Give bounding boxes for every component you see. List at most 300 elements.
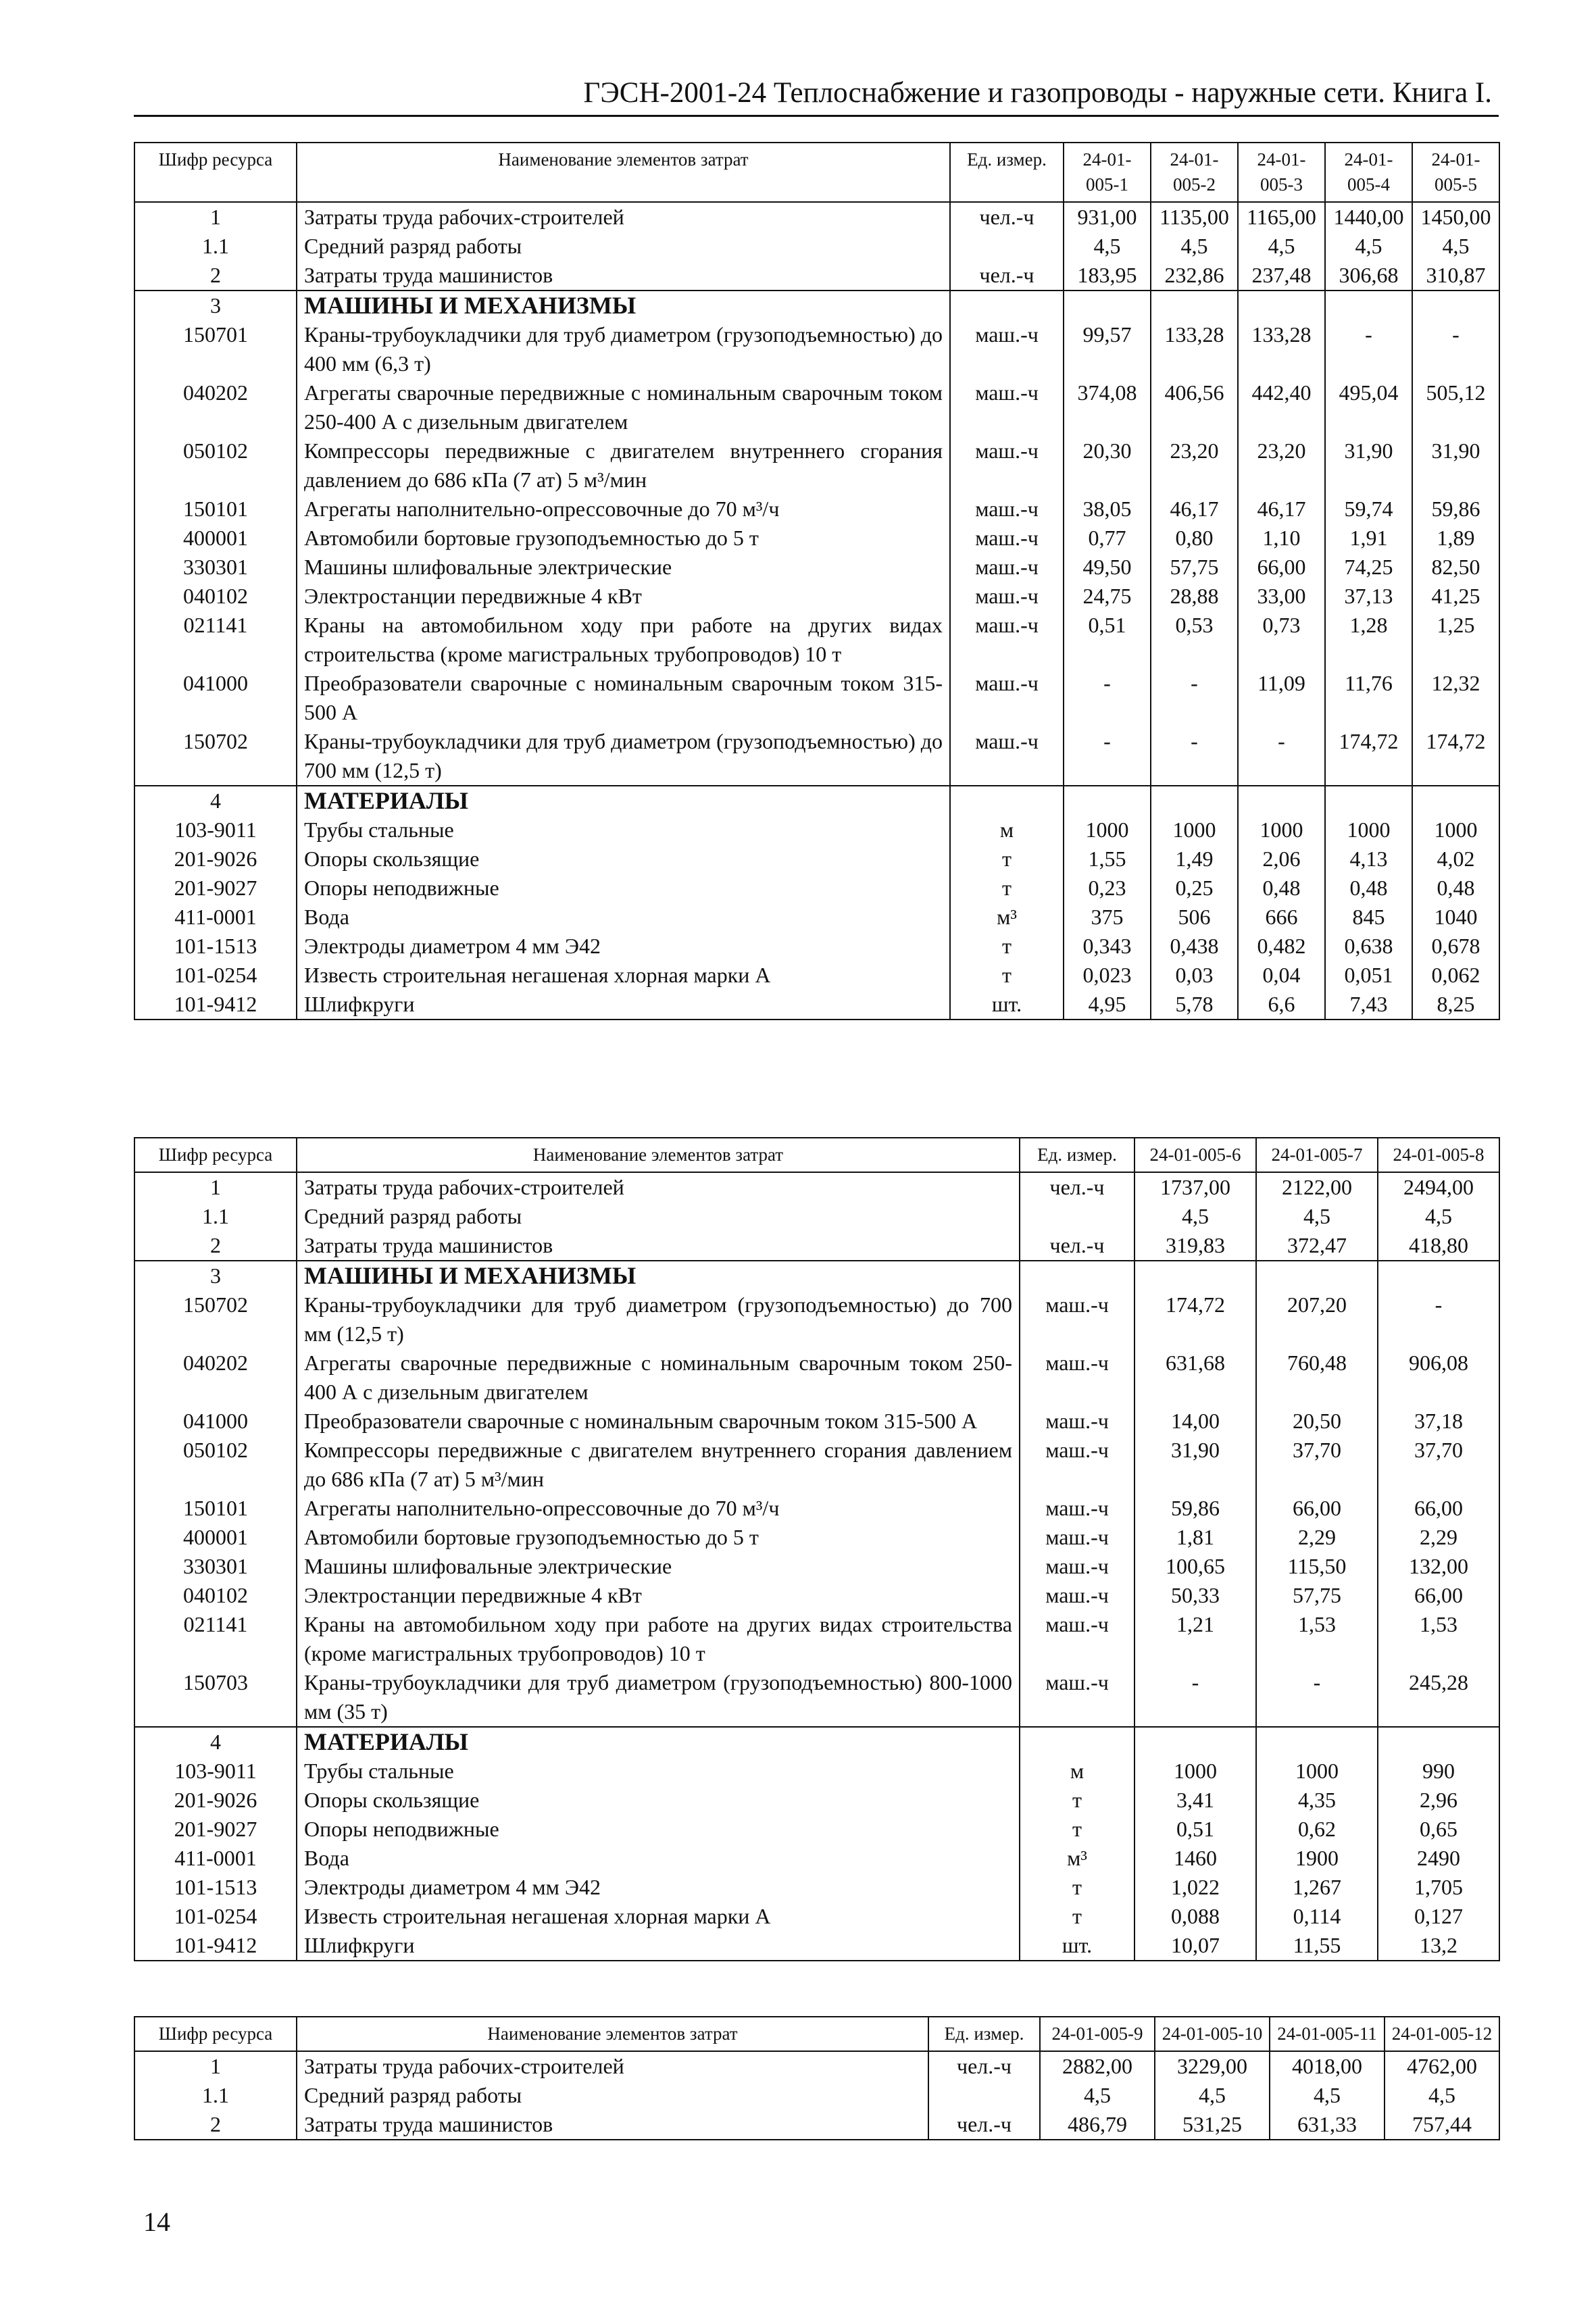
norm-value: 4,5 bbox=[1151, 232, 1238, 261]
table-row bbox=[134, 202, 1499, 232]
header-column-code: 24-01-005-6 bbox=[1134, 1138, 1256, 1172]
header-title: ГЭСН-2001-24 Теплоснабжение и газопроводы - наружные сети. Книга I. bbox=[583, 77, 1492, 109]
norm-value: 1000 bbox=[1238, 815, 1325, 845]
norm-value: 3,41 bbox=[1134, 1786, 1256, 1815]
norm-value: 132,00 bbox=[1378, 1552, 1499, 1581]
resource-code: 4 bbox=[134, 786, 297, 815]
cost-element-name: Машины шлифовальные электрические bbox=[297, 1552, 1020, 1581]
table-row bbox=[134, 1349, 1499, 1407]
cost-element-name: Трубы стальные bbox=[297, 815, 950, 845]
norm-value: 4,5 bbox=[1134, 1202, 1256, 1231]
header-column-code: 24-01-005-12 bbox=[1385, 2017, 1499, 2051]
cost-element-name: Средний разряд работы bbox=[297, 232, 950, 261]
norm-value: 37,70 bbox=[1256, 1436, 1378, 1494]
resource-code: 2 bbox=[134, 2110, 297, 2140]
norm-value: 1,267 bbox=[1256, 1873, 1378, 1902]
table-row bbox=[134, 495, 1499, 524]
norm-value bbox=[1151, 291, 1238, 320]
table-row bbox=[134, 727, 1499, 786]
norm-value: 4,5 bbox=[1256, 1202, 1378, 1231]
norm-value: 2,29 bbox=[1378, 1523, 1499, 1552]
norm-value: - bbox=[1151, 669, 1238, 727]
norm-value bbox=[1325, 786, 1412, 815]
cost-element-name: Краны на автомобильном ходу при работе на других видах строительства (кроме магистральных трубопроводов) 10 т bbox=[297, 1610, 1020, 1668]
table-row bbox=[134, 2051, 1499, 2081]
table-row bbox=[134, 874, 1499, 903]
unit-of-measure: маш.-ч bbox=[1020, 1494, 1134, 1523]
table-row bbox=[134, 1261, 1499, 1290]
cost-element-name: Опоры неподвижные bbox=[297, 1815, 1020, 1844]
unit-of-measure bbox=[950, 232, 1064, 261]
norm-value: 1,53 bbox=[1378, 1610, 1499, 1668]
norm-value: 0,088 bbox=[1134, 1902, 1256, 1931]
norm-value: 0,482 bbox=[1238, 932, 1325, 961]
norm-value: 10,07 bbox=[1134, 1931, 1256, 1961]
resource-code: 1.1 bbox=[134, 1202, 297, 1231]
norm-value: 57,75 bbox=[1151, 553, 1238, 582]
unit-of-measure bbox=[950, 291, 1064, 320]
norm-value: 4,35 bbox=[1256, 1786, 1378, 1815]
norm-value: 1,53 bbox=[1256, 1610, 1378, 1668]
cost-element-name: Вода bbox=[297, 1844, 1020, 1873]
unit-of-measure: маш.-ч bbox=[950, 553, 1064, 582]
norm-value: 1000 bbox=[1064, 815, 1151, 845]
norm-value: 66,00 bbox=[1256, 1494, 1378, 1523]
norm-value: 11,76 bbox=[1325, 669, 1412, 727]
norm-value: 0,51 bbox=[1134, 1815, 1256, 1844]
unit-of-measure: маш.-ч bbox=[950, 495, 1064, 524]
norm-value bbox=[1325, 291, 1412, 320]
norm-value: 133,28 bbox=[1151, 320, 1238, 378]
table-header-row bbox=[134, 143, 1499, 202]
norm-value: 0,77 bbox=[1064, 524, 1151, 553]
norm-value: 1000 bbox=[1134, 1757, 1256, 1786]
norm-value bbox=[1256, 1727, 1378, 1757]
cost-element-name: Затраты труда рабочих-строителей bbox=[297, 2051, 928, 2081]
norm-value: 3229,00 bbox=[1155, 2051, 1270, 2081]
header-column-code: 24-01-005-9 bbox=[1040, 2017, 1155, 2051]
norm-value: 990 bbox=[1378, 1757, 1499, 1786]
cost-element-name: Средний разряд работы bbox=[297, 1202, 1020, 1231]
norm-value: 2122,00 bbox=[1256, 1172, 1378, 1202]
cost-element-name: Преобразователи сварочные с номинальным сварочным током 315-500 А bbox=[297, 1407, 1020, 1436]
unit-of-measure: чел.-ч bbox=[928, 2110, 1040, 2140]
table-row bbox=[134, 1786, 1499, 1815]
norm-value: 66,00 bbox=[1238, 553, 1325, 582]
norm-value: 41,25 bbox=[1412, 582, 1499, 611]
norm-value: 1737,00 bbox=[1134, 1172, 1256, 1202]
table-row bbox=[134, 261, 1499, 291]
header-code: Шифр ресурса bbox=[134, 2017, 297, 2051]
cost-element-name: Краны-трубоукладчики для труб диаметром (грузоподъемностью) до 700 мм (12,5 т) bbox=[297, 727, 950, 786]
unit-of-measure: т bbox=[950, 961, 1064, 990]
unit-of-measure bbox=[950, 786, 1064, 815]
norm-value: 374,08 bbox=[1064, 378, 1151, 436]
header-column-code: 24-01-005-5 bbox=[1412, 143, 1499, 202]
cost-element-name: Машины шлифовальные электрические bbox=[297, 553, 950, 582]
norm-value: 1,89 bbox=[1412, 524, 1499, 553]
table-row bbox=[134, 961, 1499, 990]
resource-code: 201-9026 bbox=[134, 845, 297, 874]
norm-value: 0,23 bbox=[1064, 874, 1151, 903]
norm-value: 495,04 bbox=[1325, 378, 1412, 436]
unit-of-measure bbox=[1020, 1727, 1134, 1757]
norm-value: 1,91 bbox=[1325, 524, 1412, 553]
norm-value: 33,00 bbox=[1238, 582, 1325, 611]
resource-code: 101-1513 bbox=[134, 1873, 297, 1902]
norm-value: - bbox=[1378, 1290, 1499, 1349]
resource-code: 150702 bbox=[134, 1290, 297, 1349]
table-row bbox=[134, 786, 1499, 815]
cost-element-name: Вода bbox=[297, 903, 950, 932]
header-column-code: 24-01-005-1 bbox=[1064, 143, 1151, 202]
cost-table-3 bbox=[134, 2016, 1500, 2140]
resource-code: 150702 bbox=[134, 727, 297, 786]
norm-value: 4,5 bbox=[1325, 232, 1412, 261]
cost-element-name: Агрегаты сварочные передвижные с номинальным сварочным током 250-400 А с дизельным двигателем bbox=[297, 378, 950, 436]
norm-value: 2494,00 bbox=[1378, 1172, 1499, 1202]
norm-value: 0,127 bbox=[1378, 1902, 1499, 1931]
table-row bbox=[134, 320, 1499, 378]
unit-of-measure: чел.-ч bbox=[950, 261, 1064, 291]
resource-code: 1.1 bbox=[134, 232, 297, 261]
header-column-code: 24-01-005-10 bbox=[1155, 2017, 1270, 2051]
unit-of-measure: м³ bbox=[1020, 1844, 1134, 1873]
resource-code: 150101 bbox=[134, 495, 297, 524]
table-row bbox=[134, 611, 1499, 669]
resource-code: 050102 bbox=[134, 436, 297, 495]
norm-value: 12,32 bbox=[1412, 669, 1499, 727]
cost-element-name: Известь строительная негашеная хлорная марки А bbox=[297, 961, 950, 990]
norm-value: 59,74 bbox=[1325, 495, 1412, 524]
table-header-row bbox=[134, 1138, 1499, 1172]
cost-element-name: Известь строительная негашеная хлорная марки А bbox=[297, 1902, 1020, 1931]
norm-value bbox=[1378, 1261, 1499, 1290]
norm-value: 1000 bbox=[1325, 815, 1412, 845]
cost-element-name: Шлифкруги bbox=[297, 990, 950, 1020]
norm-value: 1135,00 bbox=[1151, 202, 1238, 232]
unit-of-measure: шт. bbox=[950, 990, 1064, 1020]
resource-code: 101-9412 bbox=[134, 990, 297, 1020]
cost-element-name: Затраты труда машинистов bbox=[297, 261, 950, 291]
table-row bbox=[134, 990, 1499, 1020]
table-row bbox=[134, 1757, 1499, 1786]
unit-of-measure: маш.-ч bbox=[1020, 1552, 1134, 1581]
norm-value: 133,28 bbox=[1238, 320, 1325, 378]
resource-code: 4 bbox=[134, 1727, 297, 1757]
table-header-row bbox=[134, 2017, 1499, 2051]
norm-value: 0,04 bbox=[1238, 961, 1325, 990]
unit-of-measure: м³ bbox=[950, 903, 1064, 932]
resource-code: 040102 bbox=[134, 1581, 297, 1610]
resource-code: 201-9027 bbox=[134, 874, 297, 903]
unit-of-measure: чел.-ч bbox=[950, 202, 1064, 232]
norm-value: 11,09 bbox=[1238, 669, 1325, 727]
norm-value bbox=[1412, 786, 1499, 815]
unit-of-measure: маш.-ч bbox=[1020, 1349, 1134, 1407]
norm-value: 1,21 bbox=[1134, 1610, 1256, 1668]
unit-of-measure bbox=[928, 2081, 1040, 2110]
norm-value: 37,70 bbox=[1378, 1436, 1499, 1494]
norm-value: 505,12 bbox=[1412, 378, 1499, 436]
norm-value: 237,48 bbox=[1238, 261, 1325, 291]
unit-of-measure: маш.-ч bbox=[950, 320, 1064, 378]
resource-code: 101-9412 bbox=[134, 1931, 297, 1961]
norm-value: 1460 bbox=[1134, 1844, 1256, 1873]
norm-value: 232,86 bbox=[1151, 261, 1238, 291]
header-code: Шифр ресурса bbox=[134, 143, 297, 202]
norm-value: 0,65 bbox=[1378, 1815, 1499, 1844]
table-row bbox=[134, 1494, 1499, 1523]
norm-value: 4,02 bbox=[1412, 845, 1499, 874]
table-row bbox=[134, 1231, 1499, 1261]
norm-value: 0,678 bbox=[1412, 932, 1499, 961]
norm-value: 31,90 bbox=[1412, 436, 1499, 495]
norm-value: 31,90 bbox=[1134, 1436, 1256, 1494]
norm-value: 0,48 bbox=[1325, 874, 1412, 903]
unit-of-measure: м bbox=[1020, 1757, 1134, 1786]
norm-value: - bbox=[1412, 320, 1499, 378]
norm-value: 66,00 bbox=[1378, 1581, 1499, 1610]
table-row bbox=[134, 232, 1499, 261]
cost-element-name: Компрессоры передвижные с двигателем внутреннего сгорания давлением до 686 кПа (7 ат) 5 м³/мин bbox=[297, 1436, 1020, 1494]
resource-code: 101-0254 bbox=[134, 961, 297, 990]
norm-value: 4,5 bbox=[1040, 2081, 1155, 2110]
norm-value bbox=[1064, 291, 1151, 320]
norm-value: 2882,00 bbox=[1040, 2051, 1155, 2081]
table-row bbox=[134, 436, 1499, 495]
table-row bbox=[134, 669, 1499, 727]
cost-element-name: Затраты труда машинистов bbox=[297, 2110, 928, 2140]
norm-value: 1,81 bbox=[1134, 1523, 1256, 1552]
table-row bbox=[134, 815, 1499, 845]
cost-element-name: Опоры скользящие bbox=[297, 845, 950, 874]
unit-of-measure: т bbox=[950, 874, 1064, 903]
resource-code: 021141 bbox=[134, 611, 297, 669]
norm-value: 406,56 bbox=[1151, 378, 1238, 436]
norm-value: 1000 bbox=[1412, 815, 1499, 845]
norm-value: 46,17 bbox=[1238, 495, 1325, 524]
unit-of-measure: маш.-ч bbox=[950, 669, 1064, 727]
norm-value: 5,78 bbox=[1151, 990, 1238, 1020]
norm-value: - bbox=[1238, 727, 1325, 786]
unit-of-measure: чел.-ч bbox=[928, 2051, 1040, 2081]
norm-value: 4762,00 bbox=[1385, 2051, 1499, 2081]
header-column-code: 24-01-005-11 bbox=[1270, 2017, 1385, 2051]
resource-code: 021141 bbox=[134, 1610, 297, 1668]
resource-code: 150703 bbox=[134, 1668, 297, 1727]
norm-value: 0,80 bbox=[1151, 524, 1238, 553]
resource-code: 103-9011 bbox=[134, 815, 297, 845]
norm-value bbox=[1134, 1727, 1256, 1757]
norm-value: 0,62 bbox=[1256, 1815, 1378, 1844]
cost-element-name: Краны на автомобильном ходу при работе на других видах строительства (кроме магистральных трубопроводов) 10 т bbox=[297, 611, 950, 669]
cost-element-name: Автомобили бортовые грузоподъемностью до 5 т bbox=[297, 1523, 1020, 1552]
norm-value bbox=[1064, 786, 1151, 815]
header-column-code: 24-01-005-7 bbox=[1256, 1138, 1378, 1172]
cost-element-name: Шлифкруги bbox=[297, 1931, 1020, 1961]
norm-value: 4,5 bbox=[1378, 1202, 1499, 1231]
norm-value: 306,68 bbox=[1325, 261, 1412, 291]
norm-value: 174,72 bbox=[1325, 727, 1412, 786]
norm-value: 23,20 bbox=[1238, 436, 1325, 495]
cost-element-name: Опоры скользящие bbox=[297, 1786, 1020, 1815]
cost-element-name: Средний разряд работы bbox=[297, 2081, 928, 2110]
cost-element-name: Преобразователи сварочные с номинальным сварочным током 315-500 А bbox=[297, 669, 950, 727]
norm-value: 49,50 bbox=[1064, 553, 1151, 582]
page-number: 14 bbox=[143, 2207, 170, 2237]
norm-value bbox=[1256, 1261, 1378, 1290]
table-row bbox=[134, 1552, 1499, 1581]
norm-value: 760,48 bbox=[1256, 1349, 1378, 1407]
norm-value: 0,343 bbox=[1064, 932, 1151, 961]
unit-of-measure: маш.-ч bbox=[950, 582, 1064, 611]
resource-code: 411-0001 bbox=[134, 1844, 297, 1873]
resource-code: 150101 bbox=[134, 1494, 297, 1523]
cost-element-name: МАТЕРИАЛЫ bbox=[297, 786, 950, 815]
table-row bbox=[134, 845, 1499, 874]
resource-code: 2 bbox=[134, 261, 297, 291]
norm-value: 1440,00 bbox=[1325, 202, 1412, 232]
cost-element-name: Электростанции передвижные 4 кВт bbox=[297, 1581, 1020, 1610]
norm-value bbox=[1412, 291, 1499, 320]
cost-element-name: Компрессоры передвижные с двигателем внутреннего сгорания давлением до 686 кПа (7 ат) 5 м³/мин bbox=[297, 436, 950, 495]
table-row bbox=[134, 1844, 1499, 1873]
norm-value: 4,5 bbox=[1155, 2081, 1270, 2110]
norm-value: 7,43 bbox=[1325, 990, 1412, 1020]
norm-value: 1040 bbox=[1412, 903, 1499, 932]
table-row bbox=[134, 1902, 1499, 1931]
norm-value: - bbox=[1151, 727, 1238, 786]
cost-element-name: МАТЕРИАЛЫ bbox=[297, 1727, 1020, 1757]
norm-value: 37,13 bbox=[1325, 582, 1412, 611]
norm-value bbox=[1378, 1727, 1499, 1757]
table-row bbox=[134, 932, 1499, 961]
resource-code: 201-9027 bbox=[134, 1815, 297, 1844]
resource-code: 050102 bbox=[134, 1436, 297, 1494]
norm-value: - bbox=[1064, 727, 1151, 786]
cost-element-name: Затраты труда машинистов bbox=[297, 1231, 1020, 1261]
norm-value: 531,25 bbox=[1155, 2110, 1270, 2140]
table-row bbox=[134, 378, 1499, 436]
cost-element-name: Краны-трубоукладчики для труб диаметром (грузоподъемностью) до 700 мм (12,5 т) bbox=[297, 1290, 1020, 1349]
norm-value: 310,87 bbox=[1412, 261, 1499, 291]
norm-value: 46,17 bbox=[1151, 495, 1238, 524]
norm-value: 4,5 bbox=[1064, 232, 1151, 261]
norm-value: 38,05 bbox=[1064, 495, 1151, 524]
unit-of-measure: маш.-ч bbox=[950, 611, 1064, 669]
norm-value: 0,48 bbox=[1412, 874, 1499, 903]
norm-value: 23,20 bbox=[1151, 436, 1238, 495]
norm-value: 2,06 bbox=[1238, 845, 1325, 874]
unit-of-measure: т bbox=[1020, 1786, 1134, 1815]
norm-value: 4018,00 bbox=[1270, 2051, 1385, 2081]
norm-value bbox=[1134, 1261, 1256, 1290]
norm-value: 1,28 bbox=[1325, 611, 1412, 669]
cost-element-name: Краны-трубоукладчики для труб диаметром (грузоподъемностью) 800-1000 мм (35 т) bbox=[297, 1668, 1020, 1727]
table-row bbox=[134, 1610, 1499, 1668]
norm-value: - bbox=[1325, 320, 1412, 378]
header-column-code: 24-01-005-8 bbox=[1378, 1138, 1499, 1172]
norm-value: 207,20 bbox=[1256, 1290, 1378, 1349]
resource-code: 150701 bbox=[134, 320, 297, 378]
table-row bbox=[134, 1202, 1499, 1231]
norm-value: 0,25 bbox=[1151, 874, 1238, 903]
header-unit: Ед. измер. bbox=[950, 143, 1064, 202]
table-row bbox=[134, 1931, 1499, 1961]
norm-value: 31,90 bbox=[1325, 436, 1412, 495]
norm-value: 0,051 bbox=[1325, 961, 1412, 990]
resource-code: 040102 bbox=[134, 582, 297, 611]
unit-of-measure: шт. bbox=[1020, 1931, 1134, 1961]
cost-element-name: Агрегаты наполнительно-опрессовочные до 70 м³/ч bbox=[297, 1494, 1020, 1523]
cost-element-name: Электроды диаметром 4 мм Э42 bbox=[297, 1873, 1020, 1902]
cost-element-name: Трубы стальные bbox=[297, 1757, 1020, 1786]
table-row bbox=[134, 1581, 1499, 1610]
norm-value: 2,96 bbox=[1378, 1786, 1499, 1815]
unit-of-measure: маш.-ч bbox=[1020, 1610, 1134, 1668]
norm-value: 486,79 bbox=[1040, 2110, 1155, 2140]
resource-code: 3 bbox=[134, 1261, 297, 1290]
norm-value: 74,25 bbox=[1325, 553, 1412, 582]
table-row bbox=[134, 1523, 1499, 1552]
norm-value: 506 bbox=[1151, 903, 1238, 932]
norm-value: 4,13 bbox=[1325, 845, 1412, 874]
norm-value: 4,5 bbox=[1238, 232, 1325, 261]
unit-of-measure: т bbox=[950, 932, 1064, 961]
norm-value: 0,438 bbox=[1151, 932, 1238, 961]
unit-of-measure: маш.-ч bbox=[1020, 1581, 1134, 1610]
norm-value: 631,33 bbox=[1270, 2110, 1385, 2140]
unit-of-measure: маш.-ч bbox=[1020, 1436, 1134, 1494]
table-row bbox=[134, 1436, 1499, 1494]
norm-value: 4,5 bbox=[1385, 2081, 1499, 2110]
norm-value: 1900 bbox=[1256, 1844, 1378, 1873]
norm-value: 115,50 bbox=[1256, 1552, 1378, 1581]
header-column-code: 24-01-005-4 bbox=[1325, 143, 1412, 202]
norm-value: 28,88 bbox=[1151, 582, 1238, 611]
cost-element-name: МАШИНЫ И МЕХАНИЗМЫ bbox=[297, 291, 950, 320]
unit-of-measure: маш.-ч bbox=[1020, 1668, 1134, 1727]
table-row bbox=[134, 582, 1499, 611]
table-row bbox=[134, 1668, 1499, 1727]
norm-value: 6,6 bbox=[1238, 990, 1325, 1020]
unit-of-measure: т bbox=[1020, 1815, 1134, 1844]
cost-element-name: Агрегаты сварочные передвижные с номинальным сварочным током 250-400 А с дизельным двигателем bbox=[297, 1349, 1020, 1407]
table-row bbox=[134, 553, 1499, 582]
header-unit: Ед. измер. bbox=[1020, 1138, 1134, 1172]
resource-code: 040202 bbox=[134, 378, 297, 436]
norm-value: 0,114 bbox=[1256, 1902, 1378, 1931]
norm-value: 0,48 bbox=[1238, 874, 1325, 903]
norm-value: 174,72 bbox=[1134, 1290, 1256, 1349]
unit-of-measure: т bbox=[950, 845, 1064, 874]
norm-value: 13,2 bbox=[1378, 1931, 1499, 1961]
norm-value: 666 bbox=[1238, 903, 1325, 932]
table-row bbox=[134, 524, 1499, 553]
cost-table-1 bbox=[134, 142, 1500, 1020]
cost-element-name: Затраты труда рабочих-строителей bbox=[297, 202, 950, 232]
norm-value bbox=[1151, 786, 1238, 815]
norm-value: 1,705 bbox=[1378, 1873, 1499, 1902]
resource-code: 101-0254 bbox=[134, 1902, 297, 1931]
norm-value: 245,28 bbox=[1378, 1668, 1499, 1727]
table-row bbox=[134, 1172, 1499, 1202]
cost-element-name: Агрегаты наполнительно-опрессовочные до 70 м³/ч bbox=[297, 495, 950, 524]
header-column-code: 24-01-005-3 bbox=[1238, 143, 1325, 202]
table-row bbox=[134, 1727, 1499, 1757]
resource-code: 400001 bbox=[134, 524, 297, 553]
